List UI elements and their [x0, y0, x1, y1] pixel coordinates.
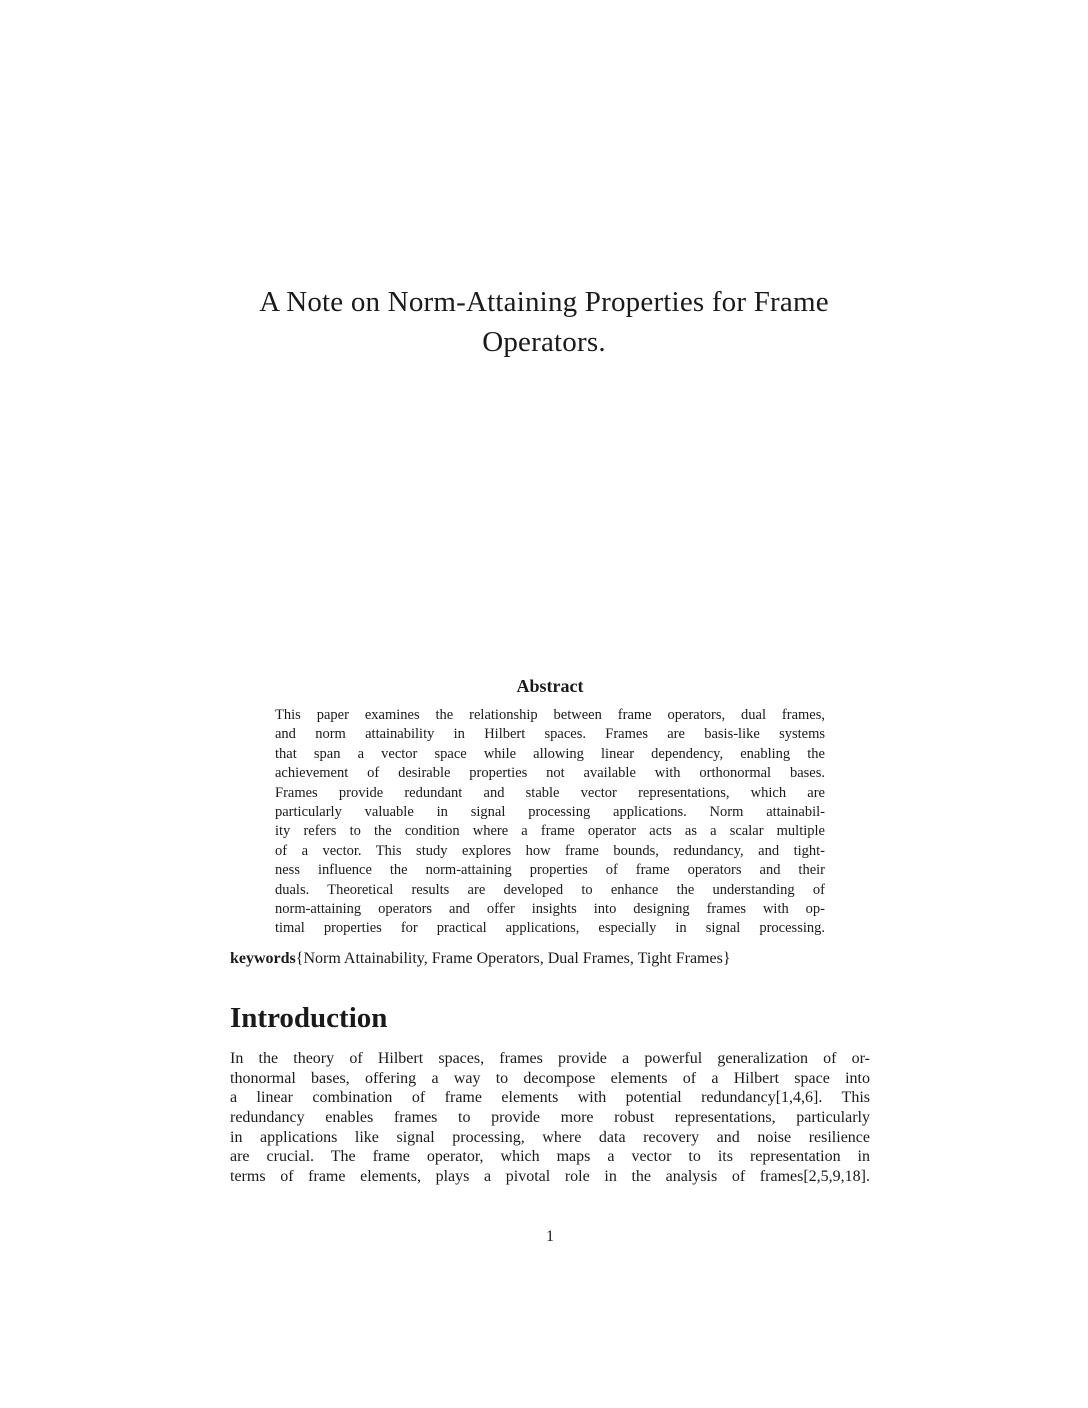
text-line: ity refers to the condition where a frame operator acts as a scalar multiple	[275, 823, 825, 840]
keywords-label: keywords	[230, 949, 296, 967]
text-line: ness influence the norm-attaining properties of frame operators and their	[275, 862, 825, 879]
page-number: 1	[546, 1227, 554, 1245]
text-line: particularly valuable in signal processing applications. Norm attainabil-	[275, 804, 825, 821]
text-line: redundancy enables frames to provide more robust representations, particularly	[230, 1108, 870, 1126]
text-line: that span a vector space while allowing linear dependency, enabling the	[275, 745, 825, 762]
abstract-section	[230, 675, 870, 939]
text-line: norm-attaining operators and offer insights into designing frames with op-	[275, 901, 825, 918]
text-line: Frames provide redundant and stable vector representations, which are	[275, 784, 825, 801]
abstract-heading: Abstract	[516, 676, 584, 696]
paper-title	[0, 282, 1088, 362]
text-line: terms of frame elements, plays a pivotal role in the analysis of frames[2,5,9,18].	[230, 1168, 870, 1186]
text-line: timal properties for practical applications, especially in signal processing.	[275, 920, 825, 937]
text-line: of a vector. This study explores how frame bounds, redundancy, and tight-	[275, 842, 825, 859]
text-line: in applications like signal processing, where data recovery and noise resilience	[230, 1128, 870, 1146]
introduction-text	[230, 1049, 870, 1187]
text-line: thonormal bases, offering a way to decompose elements of a Hilbert space into	[230, 1069, 870, 1087]
text-line: In the theory of Hilbert spaces, frames provide a powerful generalization of or-	[230, 1049, 870, 1067]
introduction-section	[230, 1001, 870, 1187]
keywords-list: {Norm Attainability, Frame Operators, Dual Frames, Tight Frames}	[295, 949, 731, 967]
introduction-heading: Introduction	[230, 1001, 388, 1034]
text-line: and norm attainability in Hilbert spaces. Frames are basis-like systems	[275, 726, 825, 743]
text-line: A Note on Norm-Attaining Properties for Frame	[259, 286, 829, 318]
text-line: duals. Theoretical results are developed to enhance the understanding of	[275, 881, 825, 898]
text-line: a linear combination of frame elements with potential redundancy[1,4,6]. This	[230, 1089, 870, 1107]
text-line: are crucial. The frame operator, which maps a vector to its representation in	[230, 1148, 870, 1166]
text-line: Operators.	[482, 326, 606, 358]
text-line: This paper examines the relationship between frame operators, dual frames,	[275, 707, 825, 723]
abstract-text	[275, 706, 825, 939]
text-column	[230, 675, 870, 1187]
keywords-line	[230, 949, 870, 969]
text-line: achievement of desirable properties not available with orthonormal bases.	[275, 765, 825, 782]
